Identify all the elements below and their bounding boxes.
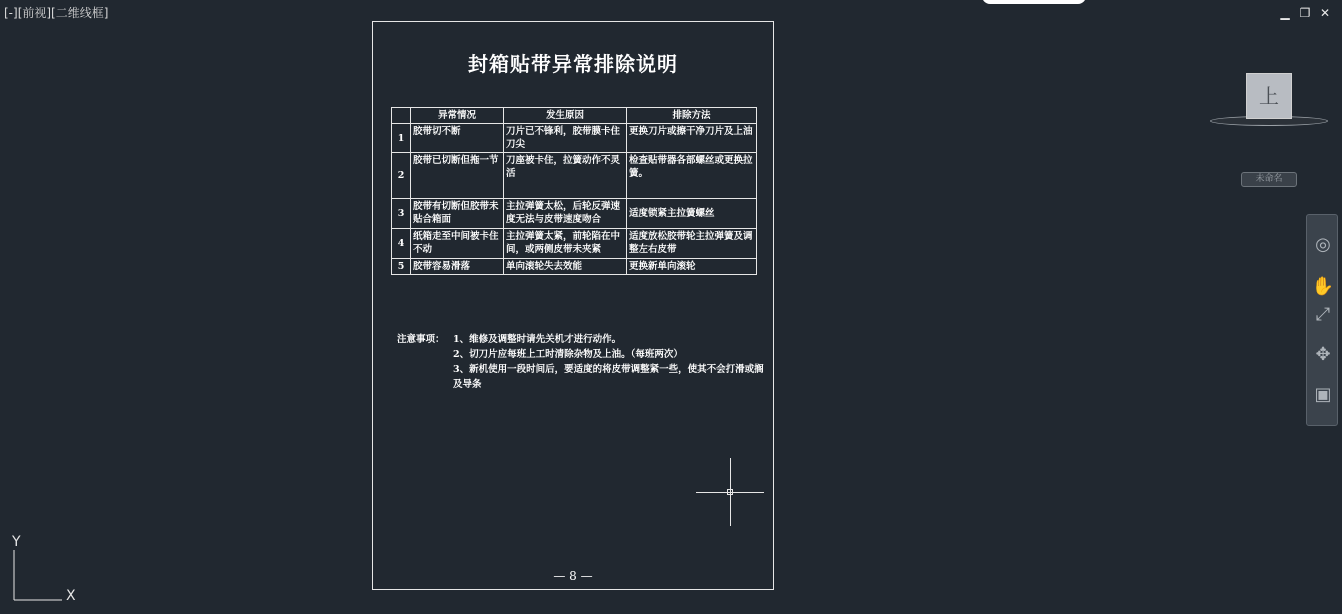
- viewcube-top-face[interactable]: 上: [1246, 73, 1292, 119]
- table-header-num: [392, 108, 411, 124]
- restore-icon[interactable]: ❐: [1299, 6, 1311, 20]
- steering-wheel-icon[interactable]: ◎: [1315, 234, 1331, 255]
- table-header-row: [392, 108, 757, 124]
- zoom-extents-icon[interactable]: ⤢: [1315, 304, 1331, 325]
- orbit-icon[interactable]: ✥: [1315, 344, 1331, 365]
- drawing-page[interactable]: [372, 21, 774, 590]
- row-solution: 更换新单向滚轮: [627, 259, 757, 275]
- table-row: [392, 199, 757, 229]
- row-solution: 更换刀片或擦干净刀片及上油: [627, 124, 757, 153]
- note-item: 2、切刀片应每班上工时清除杂物及上油。（每班两次）: [453, 349, 683, 360]
- note-item: 1、维修及调整时请先关机才进行动作。: [453, 334, 622, 345]
- row-solution: 检查贴带器各部螺丝或更换拉簧。: [627, 153, 757, 199]
- row-number: 5: [392, 259, 411, 275]
- row-cause: 主拉弹簧太松，后轮反弹速度无法与皮带速度吻合: [504, 199, 627, 229]
- row-number: 1: [392, 124, 411, 153]
- note-item: 3、新机使用一段时间后，要适度的将皮带调整紧一些，使其不会打滑或搁及导条: [453, 364, 764, 390]
- ucs-icon: [8, 530, 88, 606]
- close-icon[interactable]: ✕: [1319, 6, 1331, 20]
- pan-hand-icon[interactable]: ✋: [1311, 276, 1335, 297]
- crosshair-pickbox: [727, 489, 733, 495]
- troubleshooting-table: [391, 107, 757, 275]
- row-number: 4: [392, 229, 411, 259]
- navigation-bar: [1306, 214, 1338, 426]
- row-issue: 胶带有切断但胶带未贴合箱面: [411, 199, 504, 229]
- row-number: 2: [392, 153, 411, 199]
- row-solution: 适度放松胶带轮主拉弹簧及调整左右皮带: [627, 229, 757, 259]
- notes-label: 注意事项：: [397, 334, 445, 345]
- table-header-solution: 排除方法: [627, 108, 757, 124]
- viewport-controls-label[interactable]: [-][前视][二维线框]: [4, 6, 109, 20]
- row-issue: 胶带切不断: [411, 124, 504, 153]
- ucs-y-label: Y: [12, 534, 21, 550]
- top-pill-indicator: [982, 0, 1086, 4]
- row-issue: 胶带已切断但拖一节: [411, 153, 504, 199]
- document-title: 封箱贴带异常排除说明: [468, 52, 678, 76]
- row-issue: 胶带容易滑落: [411, 259, 504, 275]
- minimize-icon[interactable]: ▁: [1280, 6, 1290, 20]
- row-cause: 单向滚轮失去效能: [504, 259, 627, 275]
- named-view-dropdown[interactable]: 未命名: [1241, 172, 1297, 187]
- window-controls: [1278, 6, 1332, 20]
- table-row: [392, 124, 757, 153]
- table-row: [392, 229, 757, 259]
- row-number: 3: [392, 199, 411, 229]
- ucs-x-label: X: [66, 588, 76, 604]
- row-cause: 主拉弹簧太紧，前轮陷在中间，或两侧皮带未夹紧: [504, 229, 627, 259]
- showmotion-icon[interactable]: ▣: [1314, 384, 1332, 405]
- row-issue: 纸箱走至中间被卡住不动: [411, 229, 504, 259]
- row-cause: 刀座被卡住，拉簧动作不灵活: [504, 153, 627, 199]
- row-solution: 适度锁紧主拉簧螺丝: [627, 199, 757, 229]
- page-number: — 8 —: [553, 569, 593, 583]
- row-cause: 刀片已不锋利，胶带膜卡住刀尖: [504, 124, 627, 153]
- table-row: [392, 259, 757, 275]
- table-header-cause: 发生原因: [504, 108, 627, 124]
- table-header-issue: 异常情况: [411, 108, 504, 124]
- table-row: [392, 153, 757, 199]
